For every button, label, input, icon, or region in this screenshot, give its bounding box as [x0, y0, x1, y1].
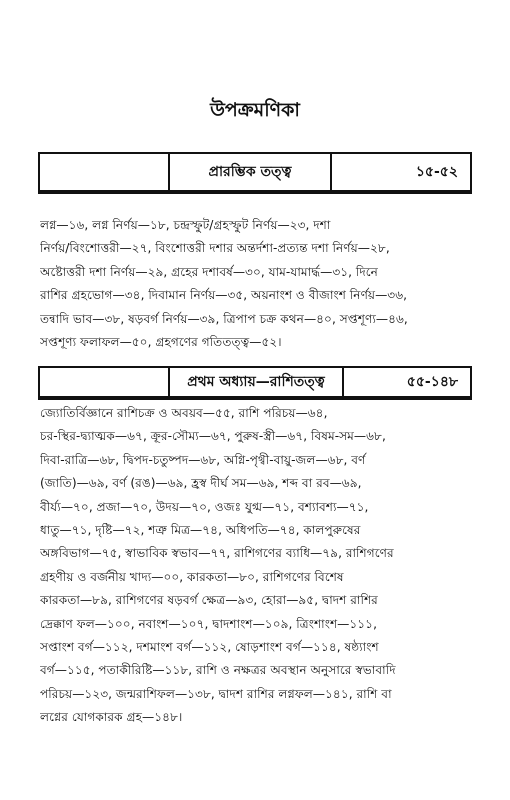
- header-blank-cell: [40, 368, 168, 396]
- content-line: অঙ্গবিভাগ—৭৫, স্বাভাবিক স্বভাব—৭৭, রাশিগণের ব্যাধি—৭৯, রাশিগণের: [40, 546, 394, 561]
- content-line: চর-স্থির-দ্ব্যাত্মক—৬৭, ক্রূর-সৌম্য—৬৭, পুরুষ-স্ত্রী—৬৭, বিষম-সম—৬৮,: [40, 429, 386, 444]
- content-line: সপ্তশূণ্য ফলাফল—৫০, গ্রহগণের গতিতত্ত্ব—৫২।: [40, 335, 282, 350]
- content-line: ধাতু—৭১, দৃষ্টি—৭২, শত্রু মিত্র—৭৪, অধিপতি—৭৪, কালপুরুষের: [40, 523, 361, 538]
- content-line: দিবা-রাত্রি—৬৮, দ্বিপদ-চতুষ্পদ—৬৮, অগ্নি-পৃথ্বী-বায়ু-জল—৬৮, বর্ণ: [40, 452, 366, 467]
- section-page-range: ৫৫-১৪৮: [342, 368, 470, 396]
- section-header-chapter-one: [38, 366, 472, 398]
- content-line: গ্রহণীয় ও বর্জনীয় খাদ্য—০০, কারকতা—৮০, রাশিগণের বিশেষ: [40, 569, 344, 584]
- page-title: উপক্রমণিকা: [210, 99, 300, 121]
- section-contents-preliminary: [40, 214, 472, 354]
- section-page-range: ১৫-৫২: [330, 154, 470, 190]
- content-line: পরিচয়—১২৩, জন্মরাশিফল—১৩৮, দ্বাদশ রাশির লগ্নফল—১৪১, রাশি বা: [40, 686, 392, 701]
- header-blank-cell: [40, 154, 168, 190]
- content-line: জ্যোতির্বিজ্ঞানে রাশিচক্র ও অবয়ব—৫৫, রাশি পরিচয়—৬৪,: [40, 406, 328, 420]
- section-heading: প্রারম্ভিক তত্ত্ব: [168, 154, 330, 190]
- content-line: তন্বাদি ভাব—৩৮, ষড়বর্গ নির্ণয়—৩৯, ত্রিপাপ চক্র কথন—৪০, সপ্তশূণ্য—৪৬,: [40, 311, 408, 326]
- section-contents-chapter-one: [40, 402, 472, 730]
- content-line: কারকতা—৮৯, রাশিগণের ষড়বর্গ ক্ষেত্র—৯৩, হোরা—৯৫, দ্বাদশ রাশির: [40, 593, 378, 608]
- content-line: লগ্নের যোগকারক গ্রহ—১৪৮।: [40, 710, 183, 725]
- content-line: লগ্ন—১৬, লগ্ন নির্ণয়—১৮, চন্দ্রস্ফুট/গ্রহস্ফুট নির্ণয়—২৩, দশা: [40, 218, 331, 232]
- content-line: বর্গ—১১৫, পতাকীরিষ্টি—১১৮, রাশি ও নক্ষত্রর অবস্থান অনুসারে স্বভাবাদি: [40, 663, 396, 678]
- section-header-preliminary: [38, 152, 472, 192]
- content-line: সপ্তাংশ বর্গ—১১২, দশমাংশ বর্গ—১১২, ষোড়শাংশ বর্গ—১১৪, ষষ্ঠ্যাংশ: [40, 640, 379, 655]
- content-line: নির্ণয়/বিংশোত্তরী—২৭, বিংশোত্তরী দশার অন্তর্দশা-প্রত্যন্ত দশা নির্ণয়—২৮,: [40, 241, 390, 256]
- content-line: দ্রেক্কাণ ফল—১০০, নবাংশ—১০৭, দ্বাদশাংশ—১০৯, ত্রিংশাংশ—১১১,: [40, 616, 377, 631]
- content-line: বীর্য্য—৭০, প্রজা—৭০, উদয়—৭০, ওজঃ যুগ্ম—৭১, বশ্যাবশ্য—৭১,: [40, 499, 369, 514]
- content-line: রাশির গ্রহভোগ—৩৪, দিবামান নির্ণয়—৩৫, অয়নাংশ ও বীজাংশ নির্ণয়—৩৬,: [40, 288, 408, 303]
- content-line: (জাতি)—৬৯, বর্ণ (রঙ)—৬৯, হ্রস্ব দীর্ঘ সম—৬৯, শব্দ বা রব—৬৯,: [40, 476, 362, 491]
- content-line: অষ্টোত্তরী দশা নির্ণয়—২৯, গ্রহের দশাবর্ষ—৩০, যাম-যামার্দ্ধ—৩১, দিনে: [40, 264, 378, 279]
- section-heading: প্রথম অধ্যায়—রাশিতত্ত্ব: [168, 368, 342, 396]
